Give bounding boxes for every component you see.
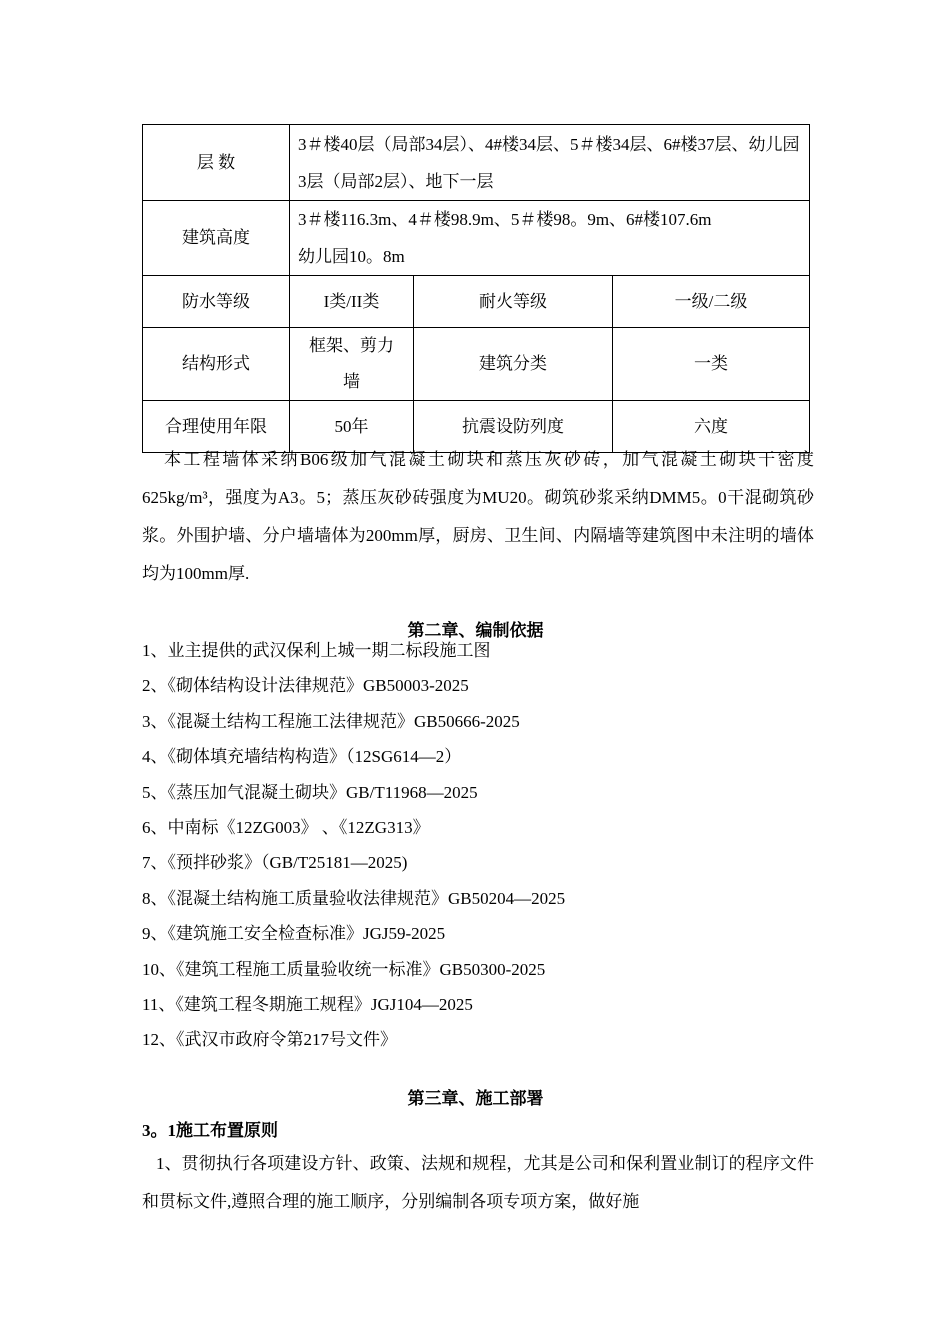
seismic-value: 六度 xyxy=(613,401,810,453)
category-label: 建筑分类 xyxy=(414,328,613,401)
list-item: 6、中南标《12ZG003》 、《12ZG313》 xyxy=(142,817,430,837)
height-value xyxy=(290,201,810,276)
chapter2-title: 第二章、编制依据 xyxy=(407,621,544,640)
height-value-line1: 3＃楼116.3m、4＃楼98.9m、5＃楼98。9m、6#楼107.6m xyxy=(298,210,712,229)
structure-label: 结构形式 xyxy=(143,328,290,401)
waterproof-label: 防水等级 xyxy=(143,276,290,328)
table-row-height xyxy=(143,201,810,276)
fire-rating-label: 耐火等级 xyxy=(414,276,613,328)
list-item: 3、《混凝土结构工程施工法律规范》GB50666-2025 xyxy=(142,711,520,731)
section-3-1-title: 3。1施工布置原则 xyxy=(142,1121,278,1140)
table-row-waterproof xyxy=(143,276,810,328)
height-value-line2: 幼儿园10。8m xyxy=(298,247,405,266)
list-item: 1、业主提供的武汉保利上城一期二标段施工图 xyxy=(142,641,491,660)
floors-value: 3＃楼40层（局部34层）、4#楼34层、5＃楼34层、6#楼37层、幼儿园3层（局部2层）、地下一层 xyxy=(290,125,810,201)
construction-principle-paragraph: 1、贯彻执行各项建设方针、政策、法规和规程，尤其是公司和保利置业制订的程序文件和贯标文件,遵照合理的施工顺序，分别编制各项专项方案，做好施 xyxy=(142,1154,814,1211)
floors-label: 层 数 xyxy=(143,125,290,201)
table-row-structure xyxy=(143,328,810,401)
list-item: 5、《蒸压加气混凝土砌块》GB/T11968—2025 xyxy=(142,782,478,802)
list-item: 2、《砌体结构设计法律规范》GB50003-2025 xyxy=(142,676,469,696)
list-item: 10、《建筑工程施工质量验收统一标准》GB50300-2025 xyxy=(142,959,546,979)
wall-material-paragraph: 本工程墙体采纳B06级加气混凝土砌块和蒸压灰砂砖，加气混凝土砌块干密度625kg/m³，强度为A3。5；蒸压灰砂砖强度为MU20。砌筑砂浆采纳DMM5。0干混砌筑砂浆。外围护墙、分户墙墙体为200mm厚，厨房、卫生间、内隔墙等建筑图中未注明的墙体均为100mm厚. xyxy=(142,450,814,583)
seismic-label: 抗震设防列度 xyxy=(414,401,613,453)
list-item: 7、《预拌砂浆》（GB/T25181—2025) xyxy=(142,853,408,873)
category-value: 一类 xyxy=(613,328,810,401)
structure-value: 框架、剪力墙 xyxy=(290,328,414,401)
table-row-floors xyxy=(143,125,810,201)
list-item: 4、《砌体填充墙结构构造》（12SG614—2） xyxy=(142,747,462,767)
list-item: 12、《武汉市政府令第217号文件》 xyxy=(142,1030,397,1050)
list-item: 8、《混凝土结构施工质量验收法律规范》GB50204—2025 xyxy=(142,888,566,908)
service-life-value: 50年 xyxy=(290,401,414,453)
project-info-table xyxy=(142,124,810,453)
chapter3-title: 第三章、施工部署 xyxy=(407,1089,544,1108)
list-item: 11、《建筑工程冬期施工规程》JGJ104—2025 xyxy=(142,994,473,1014)
reference-list xyxy=(142,636,814,1061)
service-life-label: 合理使用年限 xyxy=(143,401,290,453)
waterproof-value: I类/II类 xyxy=(290,276,414,328)
list-item: 9、《建筑施工安全检查标准》JGJ59-2025 xyxy=(142,924,446,944)
fire-rating-value: 一级/二级 xyxy=(613,276,810,328)
height-label: 建筑高度 xyxy=(143,201,290,276)
